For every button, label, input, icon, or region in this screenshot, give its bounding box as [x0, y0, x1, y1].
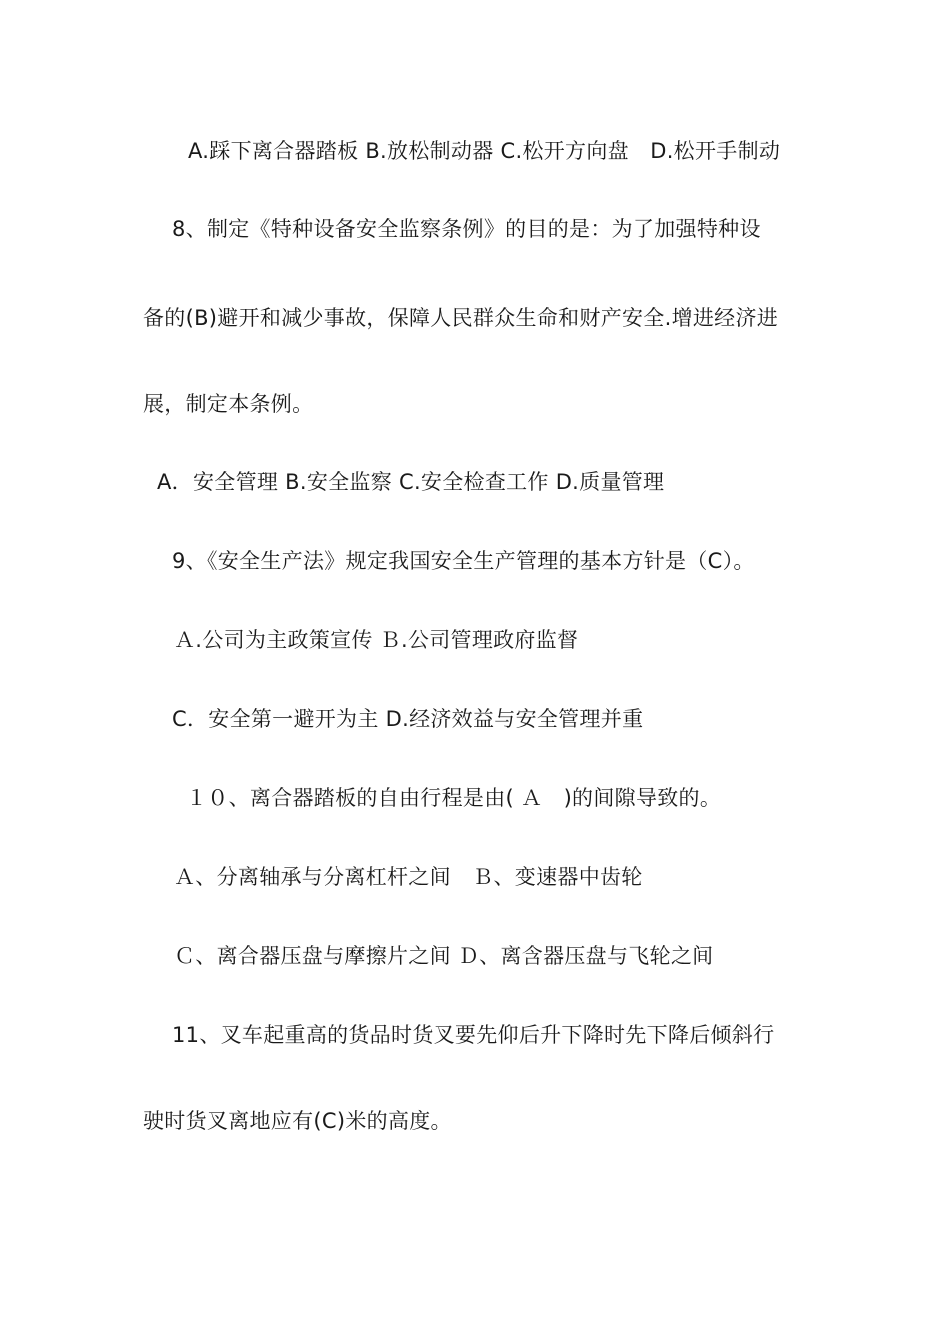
q8-text-line2: 备的(B)避开和减少事故，保障人民群众生命和财产安全.增进经济进 [143, 306, 779, 330]
q9-text: 9、《安全生产法》规定我国安全生产管理的基本方针是（C）。 [172, 549, 755, 573]
q8-text-line3: 展，制定本条例。 [143, 392, 314, 416]
q8-options: A．安全管理 B.安全监察 C.安全检查工作 D.质量管理 [157, 470, 665, 494]
q7-options: A.踩下离合器踏板 B.放松制动器 C.松开方向盘 D.松开手制动 [188, 139, 781, 163]
q9-options-ab: Ａ.公司为主政策宣传 Ｂ.公司管理政府监督 [174, 628, 579, 652]
q10-options-ab: Ａ、分离轴承与分离杠杆之间 Ｂ、变速器中齿轮 [174, 865, 643, 889]
q11-text-line2: 驶时货叉离地应有(C)米的高度。 [143, 1109, 452, 1133]
q8-text-line1: 8、制定《特种设备安全监察条例》的目的是：为了加强特种设 [172, 217, 761, 241]
q11-text-line1: 11、叉车起重高的货品时货叉要先仰后升下降时先下降后倾斜行 [172, 1023, 775, 1047]
q10-options-cd: Ｃ、离合器压盘与摩擦片之间 Ｄ、离含器压盘与飞轮之间 [174, 944, 714, 968]
q9-options-cd: C．安全第一避开为主 D.经济效益与安全管理并重 [172, 707, 644, 731]
q10-text: １０、离合器踏板的自由行程是由( Ａ )的间隙导致的。 [186, 786, 722, 810]
